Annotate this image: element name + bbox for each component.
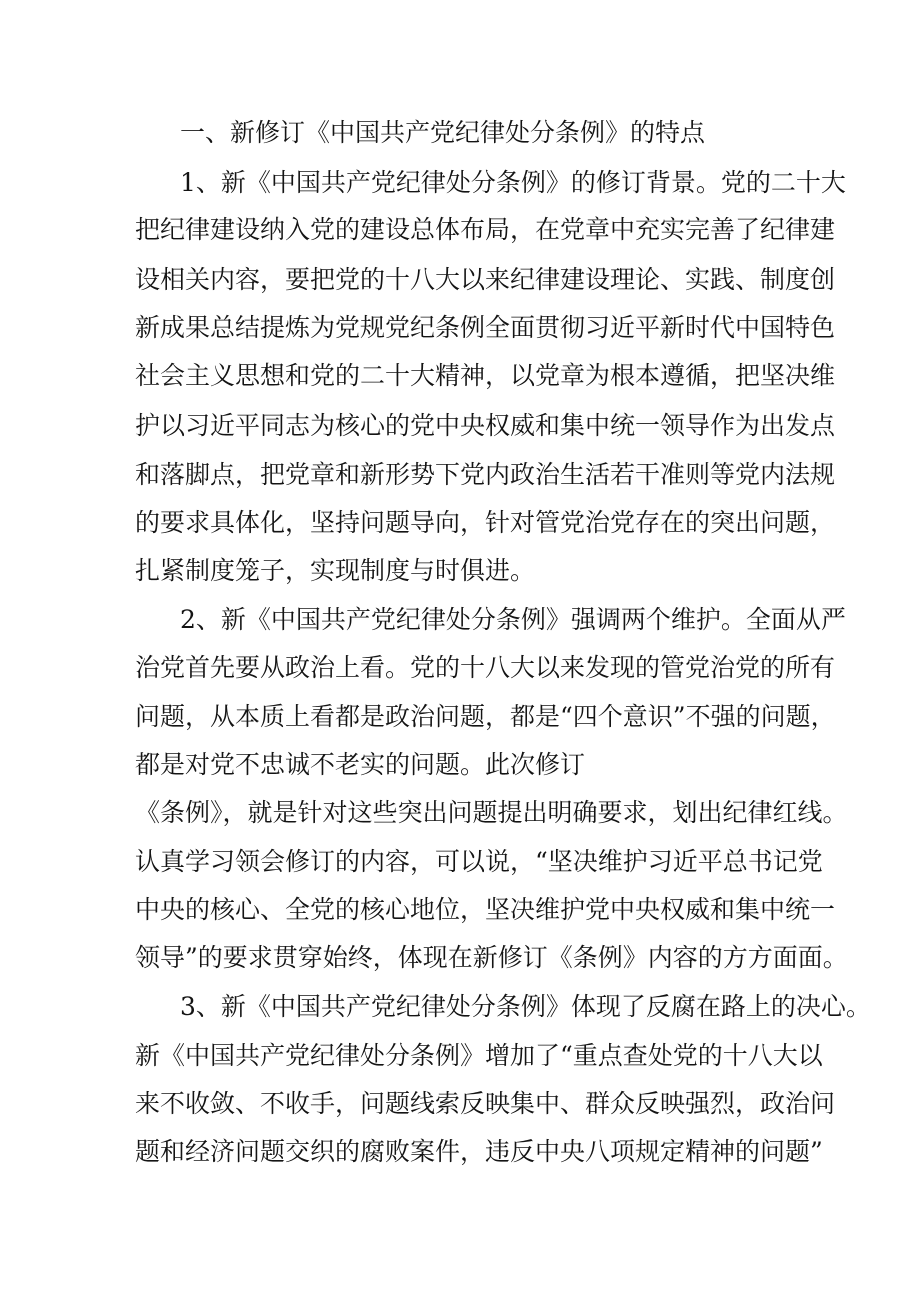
paragraph-1-line: 把纪律建设纳入党的建设总体布局，在党章中充实完善了纪律建: [135, 215, 836, 244]
paragraph-2-line: 治党首先要从政治上看。党的十八大以来发现的管党治党的所有: [135, 653, 836, 682]
paragraph-3-line: 题和经济问题交织的腐败案件，违反中央八项规定精神的问题”: [135, 1137, 823, 1166]
paragraph-2-line: 都是对党不忠诚不老实的问题。此次修订: [135, 750, 586, 779]
paragraph-2-line: 《条例》，就是针对这些突出问题提出明确要求，划出纪律红线。: [135, 798, 848, 827]
paragraph-2-line: 领导”的要求贯穿始终，体现在新修订《条例》内容的方方面面。: [135, 943, 848, 972]
paragraph-2-line: 2、新《中国共产党纪律处分条例》强调两个维护。全面从严: [180, 605, 846, 634]
paragraph-1-line: 新成果总结提炼为党规党纪条例全面贯彻习近平新时代中国特色: [135, 313, 836, 342]
paragraph-2-line: 认真学习领会修订的内容，可以说，“坚决维护习近平总书记党: [135, 847, 823, 876]
paragraph-3-line: 来不收敛、不收手，问题线索反映集中、群众反映强烈，政治问: [135, 1089, 836, 1118]
paragraph-1-line: 护以习近平同志为核心的党中央权威和集中统一领导作为出发点: [135, 411, 836, 440]
paragraph-2-line: 问题，从本质上看都是政治问题，都是“四个意识”不强的问题，: [135, 702, 836, 731]
paragraph-1-line: 扎紧制度笼子，实现制度与时俱进。: [135, 556, 536, 585]
paragraph-3-line: 3、新《中国共产党纪律处分条例》体现了反腐在路上的决心。: [180, 992, 871, 1021]
paragraph-3-line: 新《中国共产党纪律处分条例》增加了“重点查处党的十八大以: [135, 1041, 823, 1070]
paragraph-1-line: 和落脚点，把党章和新形势下党内政治生活若干准则等党内法规: [135, 460, 836, 489]
section-heading: 一、新修订《中国共产党纪律处分条例》的特点: [180, 118, 706, 147]
paragraph-1-line: 1、新《中国共产党纪律处分条例》的修订背景。党的二十大: [180, 168, 846, 197]
paragraph-1-line: 的要求具体化，坚持问题导向，针对管党治党存在的突出问题，: [135, 508, 836, 537]
paragraph-1-line: 社会主义思想和党的二十大精神，以党章为根本遵循，把坚决维: [135, 361, 836, 390]
paragraph-2-line: 中央的核心、全党的核心地位，坚决维护党中央权威和集中统一: [135, 895, 836, 924]
paragraph-1-line: 设相关内容，要把党的十八大以来纪律建设理论、实践、制度创: [135, 265, 836, 294]
